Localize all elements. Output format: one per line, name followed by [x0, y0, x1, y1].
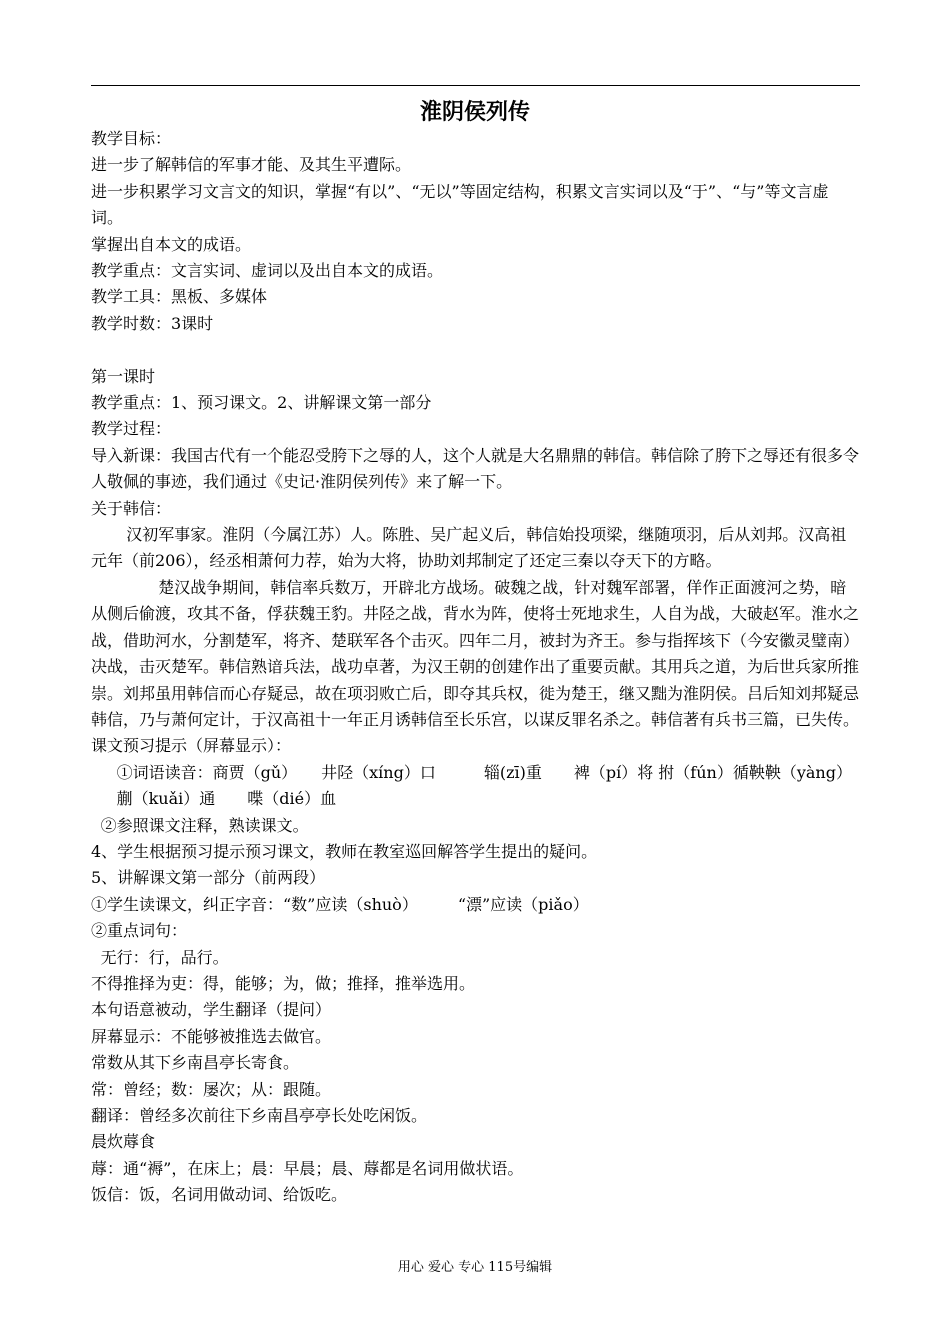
paragraph: 本句语意被动，学生翻译（提问）: [91, 1000, 332, 1020]
paragraph: 饭信：饭，名词用做动词、给饭吃。: [91, 1185, 348, 1205]
paragraph: 5、讲解课文第一部分（前两段）: [91, 868, 326, 888]
paragraph: ①学生读课文，纠正字音：“数”应读（shuò） “漂”应读（piǎo）: [91, 894, 589, 914]
page-title: 淮阴侯列传: [419, 100, 530, 125]
paragraph: 教学工具：黑板、多媒体: [91, 287, 268, 307]
paragraph: 汉初军事家。淮阴（今属江苏）人。陈胜、吴广起义后，韩信始投项梁，继随项羽，后从刘邦。汉高祖元年（前206），经丞相萧何力荐，始为大将，协助刘邦制定了还定三秦以夺天下的方略。: [91, 525, 847, 571]
paragraph: 进一步了解韩信的军事才能、及其生平遭际。: [91, 155, 412, 175]
paragraph: 掌握出自本文的成语。: [91, 234, 252, 254]
paragraph: 教学时数：3课时: [91, 313, 214, 333]
paragraph: 蓐：通“褥”，在床上；晨：早晨；晨、蓐都是名词用做状语。: [91, 1158, 524, 1178]
paragraph: 晨炊蓐食: [91, 1132, 156, 1152]
paragraph: 教学重点：文言实词、虚词以及出自本文的成语。: [91, 261, 444, 281]
section-heading: 第一课时: [91, 366, 156, 386]
paragraph: ①词语读音：商贾（gǔ） 井陉（xíng）口 辎(zī)重 裨（pí）将 拊（fún）循鞅鞅（yàng） 蒯（kuǎi）通 喋（dié）血: [116, 762, 892, 809]
paragraph: ②参照课文注释，熟读课文。: [100, 815, 309, 835]
paragraph: 无行：行，品行。: [100, 947, 229, 967]
paragraph: 屏幕显示：不能够被推选去做官。: [91, 1026, 332, 1046]
paragraph: 教学过程：: [91, 419, 172, 439]
blank-line: [91, 337, 860, 363]
paragraph: 常数从其下乡南昌亭长寄食。: [91, 1053, 300, 1073]
paragraph: 楚汉战争期间，韩信率兵数万，开辟北方战场。破魏之战，针对魏军部署，佯作正面渡河之势，暗从侧后偷渡，攻其不备，俘获魏王豹。井陉之战，背水为阵，使将士死地求生，人自为战，大破赵军。淮水之战，借助河水，分割楚军，将齐、楚联军各个击灭。四年二月，被封为齐王。参与指挥垓下（今安徽灵璧南）决战，击灭楚军。韩信熟谙兵法，战功卓著，为汉王朝的创建作出了重要贡献。其用兵之道，为后世兵家所推崇。刘邦虽用韩信而心存疑忌，故在项羽败亡后，即夺其兵权，徙为楚王，继又黜为淮阴侯。吕后知刘邦疑忌韩信，乃与萧何定计，于汉高祖十一年正月诱韩信至长乐宫，以谋反罪名杀之。韩信著有兵书三篇，已失传。: [91, 577, 860, 729]
paragraph: 不得推择为吏：得，能够；为，做；推择，推举选用。: [91, 973, 476, 993]
paragraph: 教学重点：1、预习课文。2、讲解课文第一部分: [91, 393, 432, 413]
paragraph: 常：曾经；数：屡次；从：跟随。: [91, 1079, 332, 1099]
paragraph: 教学目标：: [91, 129, 172, 148]
paragraph: 翻译：曾经多次前往下乡南昌亭亭长处吃闲饭。: [91, 1106, 428, 1126]
paragraph: 进一步积累学习文言文的知识，掌握“有以”、“无以”等固定结构，积累文言实词以及“于”、“与”等文言虚词。: [91, 181, 829, 228]
document-body: [91, 126, 892, 1209]
paragraph: ②重点词句：: [91, 921, 188, 941]
paragraph: 导入新课：我国古代有一个能忍受胯下之辱的人，这个人就是大名鼎鼎的韩信。韩信除了胯下之辱还有很多令人敬佩的事迹，我们通过《史记·淮阴侯列传》来了解一下。: [91, 445, 860, 492]
page-footer: 用心 爱心 专心 115号编辑: [397, 1260, 553, 1275]
paragraph: 关于韩信：: [91, 498, 172, 518]
paragraph: 课文预习提示（屏幕显示）：: [91, 736, 292, 756]
paragraph: 4、学生根据预习提示预习课文，教师在教室巡回解答学生提出的疑问。: [91, 841, 598, 861]
header-rule: [91, 85, 860, 86]
